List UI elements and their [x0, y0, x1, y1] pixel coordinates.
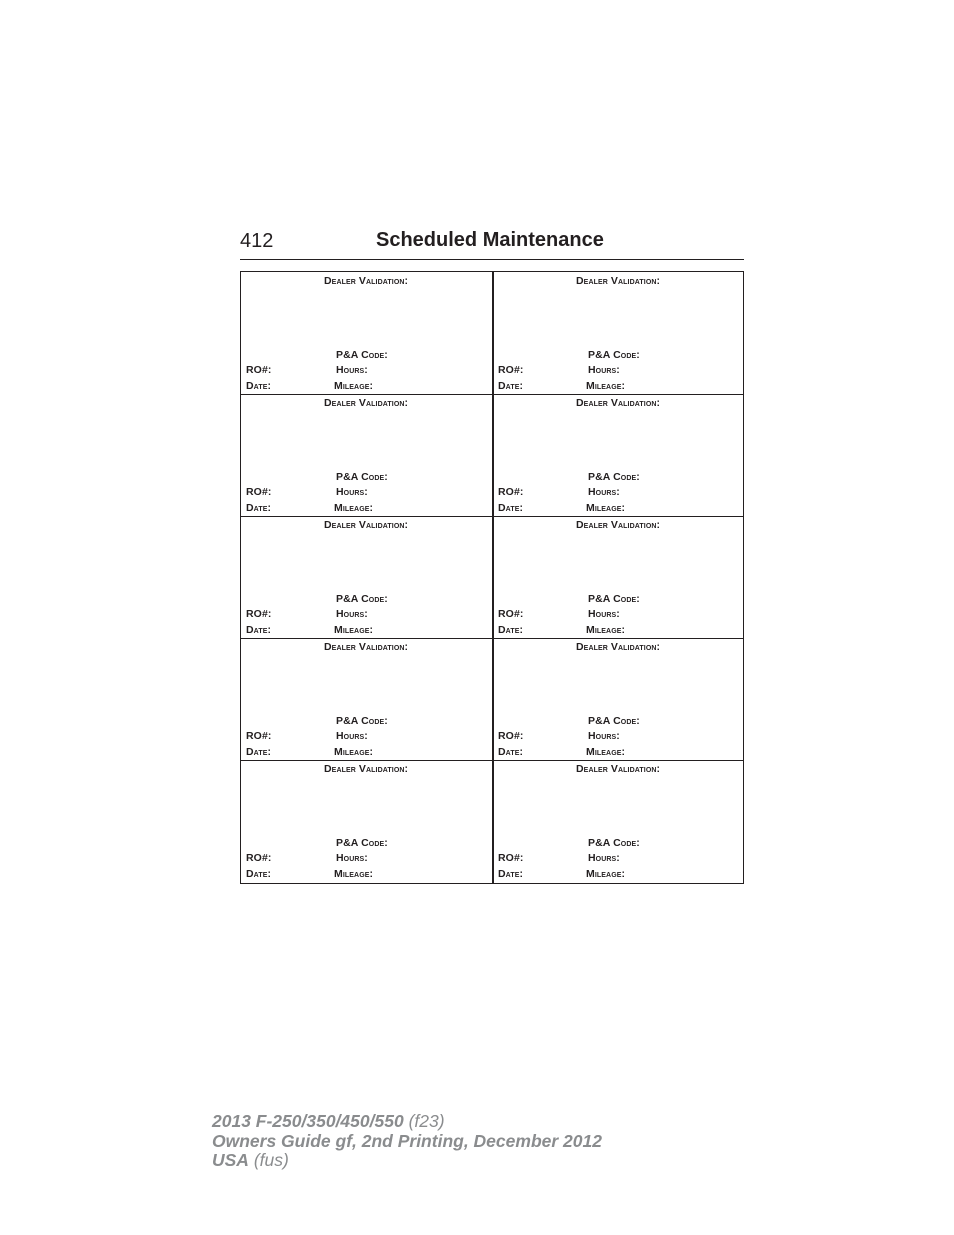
hours-label: Hours:: [336, 364, 368, 376]
dealer-validation-label: Dealer Validation:: [324, 519, 409, 531]
pa-code-label: P&A Code:: [336, 593, 388, 605]
date-label: Date:: [246, 624, 272, 636]
footer-line-3: [212, 1151, 602, 1171]
footer-market: USA: [212, 1150, 249, 1170]
ro-number-label: RO#:: [498, 486, 524, 498]
mileage-label: Mileage:: [334, 380, 374, 392]
ro-number-label: RO#:: [246, 364, 272, 376]
pa-code-label: P&A Code:: [588, 471, 640, 483]
hours-label: Hours:: [336, 852, 368, 864]
header-rule: [240, 259, 744, 260]
date-label: Date:: [498, 624, 524, 636]
date-label: Date:: [498, 746, 524, 758]
record-cell: [493, 394, 744, 516]
dealer-validation-label: Dealer Validation:: [576, 519, 661, 531]
page-number: 412: [240, 230, 274, 252]
hours-label: Hours:: [588, 608, 620, 620]
section-title: Scheduled Maintenance: [376, 229, 604, 251]
pa-code-label: P&A Code:: [336, 715, 388, 727]
record-cell: [241, 638, 492, 760]
record-cell: [493, 516, 744, 638]
record-cell: [493, 272, 744, 394]
record-cell: [241, 272, 492, 394]
hours-label: Hours:: [588, 852, 620, 864]
ro-number-label: RO#:: [498, 364, 524, 376]
pa-code-label: P&A Code:: [336, 471, 388, 483]
date-label: Date:: [498, 502, 524, 514]
hours-label: Hours:: [588, 364, 620, 376]
footer-market-code: (fus): [253, 1150, 289, 1170]
pa-code-label: P&A Code:: [588, 837, 640, 849]
hours-label: Hours:: [336, 608, 368, 620]
mileage-label: Mileage:: [334, 624, 374, 636]
record-cell: [493, 760, 744, 882]
dealer-validation-label: Dealer Validation:: [324, 275, 409, 287]
date-label: Date:: [498, 868, 524, 880]
record-cell: [241, 760, 492, 882]
dealer-validation-label: Dealer Validation:: [576, 275, 661, 287]
footer: [212, 1112, 602, 1171]
ro-number-label: RO#:: [246, 852, 272, 864]
date-label: Date:: [498, 380, 524, 392]
record-cell: [241, 394, 492, 516]
ro-number-label: RO#:: [498, 852, 524, 864]
record-cell: [241, 516, 492, 638]
mileage-label: Mileage:: [334, 746, 374, 758]
hours-label: Hours:: [336, 486, 368, 498]
ro-number-label: RO#:: [498, 608, 524, 620]
mileage-label: Mileage:: [586, 868, 626, 880]
dealer-validation-label: Dealer Validation:: [576, 641, 661, 653]
pa-code-label: P&A Code:: [588, 349, 640, 361]
page-header: [240, 228, 743, 258]
ro-number-label: RO#:: [498, 730, 524, 742]
date-label: Date:: [246, 868, 272, 880]
dealer-validation-label: Dealer Validation:: [576, 397, 661, 409]
footer-line-1: [212, 1112, 602, 1132]
hours-label: Hours:: [588, 730, 620, 742]
mileage-label: Mileage:: [586, 624, 626, 636]
mileage-label: Mileage:: [334, 502, 374, 514]
pa-code-label: P&A Code:: [336, 837, 388, 849]
mileage-label: Mileage:: [586, 380, 626, 392]
maintenance-record-grid: [240, 271, 744, 884]
ro-number-label: RO#:: [246, 730, 272, 742]
dealer-validation-label: Dealer Validation:: [324, 397, 409, 409]
mileage-label: Mileage:: [334, 868, 374, 880]
date-label: Date:: [246, 502, 272, 514]
footer-line-2: [212, 1132, 602, 1152]
hours-label: Hours:: [588, 486, 620, 498]
ro-number-label: RO#:: [246, 486, 272, 498]
mileage-label: Mileage:: [586, 746, 626, 758]
date-label: Date:: [246, 380, 272, 392]
mileage-label: Mileage:: [586, 502, 626, 514]
footer-model-code: (f23): [408, 1111, 445, 1131]
pa-code-label: P&A Code:: [336, 349, 388, 361]
ro-number-label: RO#:: [246, 608, 272, 620]
dealer-validation-label: Dealer Validation:: [576, 763, 661, 775]
footer-model: 2013 F-250/350/450/550: [212, 1111, 404, 1131]
record-cell: [493, 638, 744, 760]
dealer-validation-label: Dealer Validation:: [324, 763, 409, 775]
pa-code-label: P&A Code:: [588, 715, 640, 727]
hours-label: Hours:: [336, 730, 368, 742]
footer-edition: Owners Guide gf, 2nd Printing, December 2012: [212, 1130, 602, 1151]
dealer-validation-label: Dealer Validation:: [324, 641, 409, 653]
date-label: Date:: [246, 746, 272, 758]
pa-code-label: P&A Code:: [588, 593, 640, 605]
